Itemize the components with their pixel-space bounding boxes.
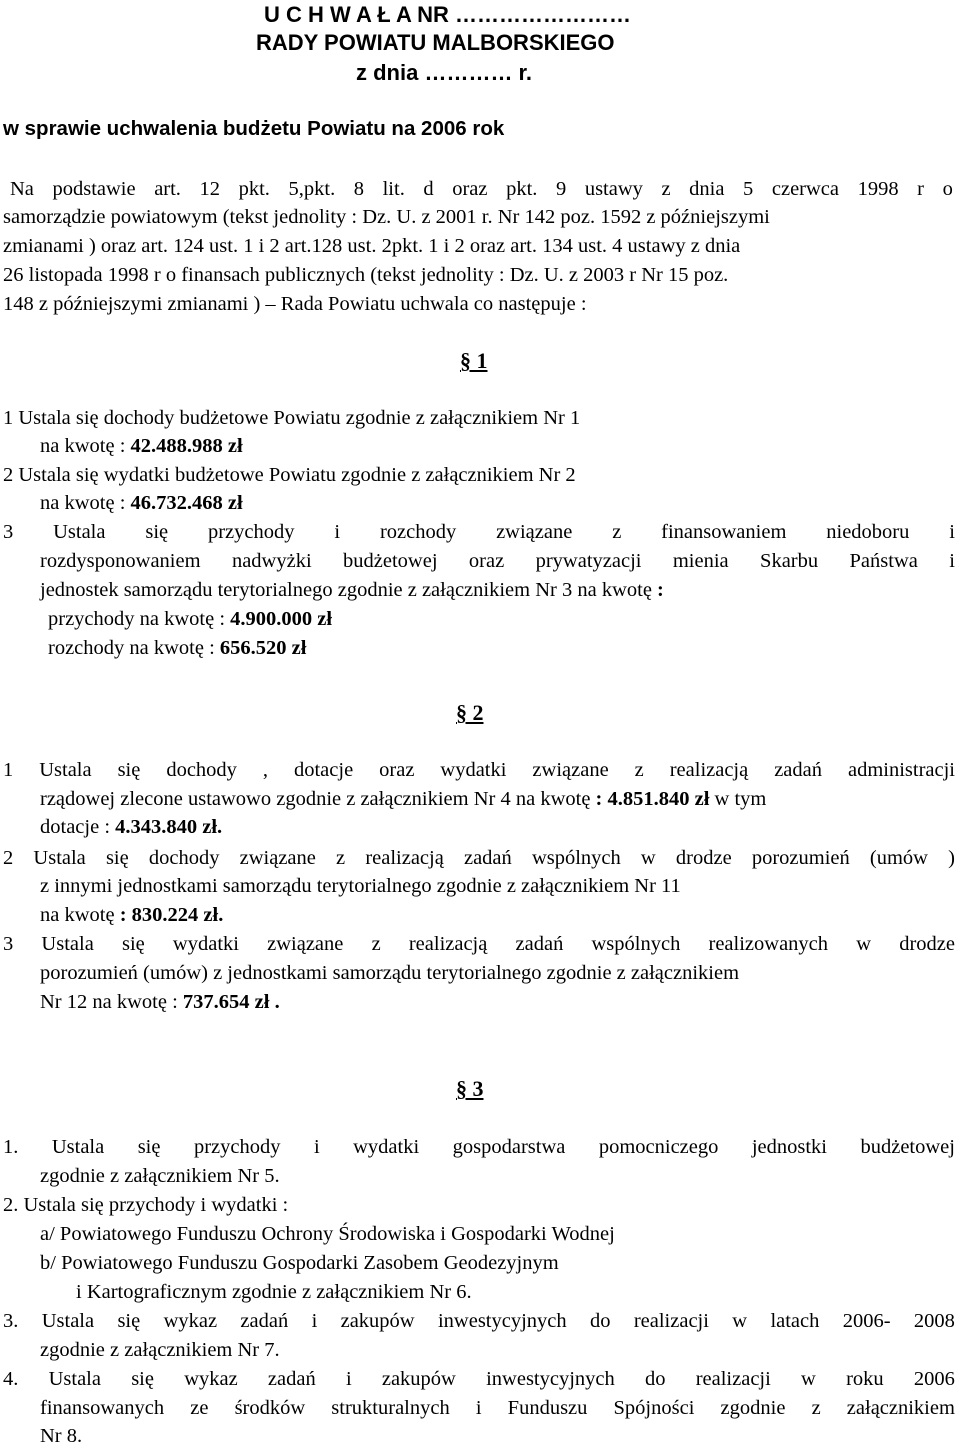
section-2-item-3-line: 3 Ustala się wydatki związane z realizacją zadań wspólnych realizowanych w drodze — [3, 933, 955, 955]
resolution-subject: w sprawie uchwalenia budżetu Powiatu na 2006 rok — [3, 117, 505, 140]
section-3-item-3-line: zgodnie z załącznikiem Nr 7. — [40, 1339, 280, 1361]
section-3-item-3-line: 3. Ustala się wykaz zadań i zakupów inwestycyjnych do realizacji w latach 2006- 2008 — [3, 1310, 955, 1332]
section-2-item-1-line — [40, 814, 222, 840]
section-1-item-2: 2 Ustala się wydatki budżetowe Powiatu zgodnie z załącznikiem Nr 2 — [3, 464, 576, 486]
section-3-item-4-line: Nr 8. — [40, 1425, 83, 1447]
item-text: w tym — [709, 788, 767, 810]
expense-label: rozchody na kwotę : — [48, 637, 215, 659]
section-3-item-4-line: finansowanych ze środków strukturalnych i Funduszu Spójności zgodnie z załącznikiem — [40, 1397, 955, 1419]
dotation-subamount: 4.343.840 zł. — [115, 816, 223, 838]
preamble-line: Na podstawie art. 12 pkt. 5,pkt. 8 lit. d oraz pkt. 9 ustawy z dnia 5 czerwca 1998 r o — [10, 178, 953, 200]
section-2-item-3-line: porozumień (umów) z jednostkami samorządu terytorialnego zgodnie z załącznikiem — [40, 962, 740, 984]
item-text: na kwotę — [40, 904, 120, 926]
amount-prefix: na kwotę : — [40, 435, 131, 457]
section-1-item-3-line — [40, 577, 664, 603]
item-text: rządowej zlecone ustawowo zgodnie z załącznikiem Nr 4 na kwotę — [40, 788, 591, 810]
section-3-heading: § 3 — [456, 1076, 484, 1101]
amount-prefix: na kwotę : — [40, 492, 131, 514]
section-3-item-1-line: zgodnie z załącznikiem Nr 5. — [40, 1165, 280, 1187]
expenditure-amount: 46.732.468 zł — [130, 492, 243, 514]
joint-tasks-expense-amount: 737.654 zł . — [182, 991, 280, 1013]
section-1-item-1-amount-line — [40, 433, 243, 459]
section-2-item-2-line: 2 Ustala się dochody związane z realizacją zadań wspólnych w drodze porozumień (umów ) — [3, 847, 955, 869]
section-2-item-1-line — [40, 786, 955, 812]
section-1-heading: § 1 — [460, 348, 488, 373]
section-2-item-1-line: 1 Ustala się dochody , dotacje oraz wydatki związane z realizacją zadań administracji — [3, 759, 955, 781]
section-1-item-2-amount-line — [40, 490, 243, 516]
item-text: Nr 12 na kwotę : — [40, 991, 183, 1013]
section-3-item-2-sub-b-cont: i Kartograficznym zgodnie z załącznikiem Nr 6. — [76, 1281, 472, 1303]
preamble-line: 26 listopada 1998 r o finansach publicznych (tekst jednolity : Dz. U. z 2003 r Nr 15 poz. — [3, 264, 729, 286]
section-2-item-2-line — [40, 902, 223, 928]
section-1-item-3-line: rozdysponowaniem nadwyżki budżetowej oraz prywatyzacji mienia Skarbu Państwa i — [40, 550, 955, 572]
section-1-item-1: 1 Ustala się dochody budżetowe Powiatu zgodnie z załącznikiem Nr 1 — [3, 407, 581, 429]
expense-amount: 656.520 zł — [214, 637, 307, 659]
expense-line — [48, 635, 306, 661]
section-1-item-3-line: 3 Ustala się przychody i rozchody związane z finansowaniem niedoboru i — [3, 521, 955, 543]
section-2-heading: § 2 — [456, 700, 484, 725]
item-text: dotacje : — [40, 816, 116, 838]
income-amount: 42.488.988 zł — [130, 435, 243, 457]
revenue-label: przychody na kwotę : — [48, 608, 226, 630]
section-3-item-2-sub-a: a/ Powiatowego Funduszu Ochrony Środowiska i Gospodarki Wodnej — [40, 1223, 615, 1245]
preamble-line: samorządzie powiatowym (tekst jednolity : Dz. U. z 2001 r. Nr 142 poz. 1592 z późniejszymi — [3, 206, 770, 228]
section-3-item-2-line: 2. Ustala się przychody i wydatki : — [3, 1194, 289, 1216]
item-text: jednostek samorządu terytorialnego zgodnie z załącznikiem Nr 3 na kwotę — [40, 579, 652, 601]
item-text-bold: : — [651, 579, 664, 601]
section-3-item-4-line: 4. Ustala się wykaz zadań i zakupów inwestycyjnych do realizacji w roku 2006 — [3, 1368, 955, 1390]
section-2-item-2-line: z innymi jednostkami samorządu terytorialnego zgodnie z załącznikiem Nr 11 — [40, 875, 681, 897]
resolution-number: U C H W A Ł A NR …………………… — [264, 2, 632, 27]
section-3-item-2-sub-b: b/ Powiatowego Funduszu Gospodarki Zasobem Geodezyjnym — [40, 1252, 559, 1274]
revenue-line — [48, 606, 332, 632]
resolution-date: z dnia ………… r. — [356, 60, 533, 85]
council-name: RADY POWIATU MALBORSKIEGO — [256, 30, 615, 55]
joint-tasks-income-amount: : 830.224 zł. — [119, 904, 224, 926]
preamble-line: zmianami ) oraz art. 124 ust. 1 i 2 art.128 ust. 2pkt. 1 i 2 oraz art. 134 ust. 4 ustawy z dnia — [3, 235, 741, 257]
section-2-item-3-line — [40, 989, 280, 1015]
revenue-amount: 4.900.000 zł — [225, 608, 333, 630]
section-3-item-1-line: 1. Ustala się przychody i wydatki gospodarstwa pomocniczego jednostki budżetowej — [3, 1136, 955, 1158]
preamble-line: 148 z późniejszymi zmianami ) – Rada Powiatu uchwala co następuje : — [3, 293, 587, 315]
dotation-amount: : 4.851.840 zł — [590, 788, 710, 810]
